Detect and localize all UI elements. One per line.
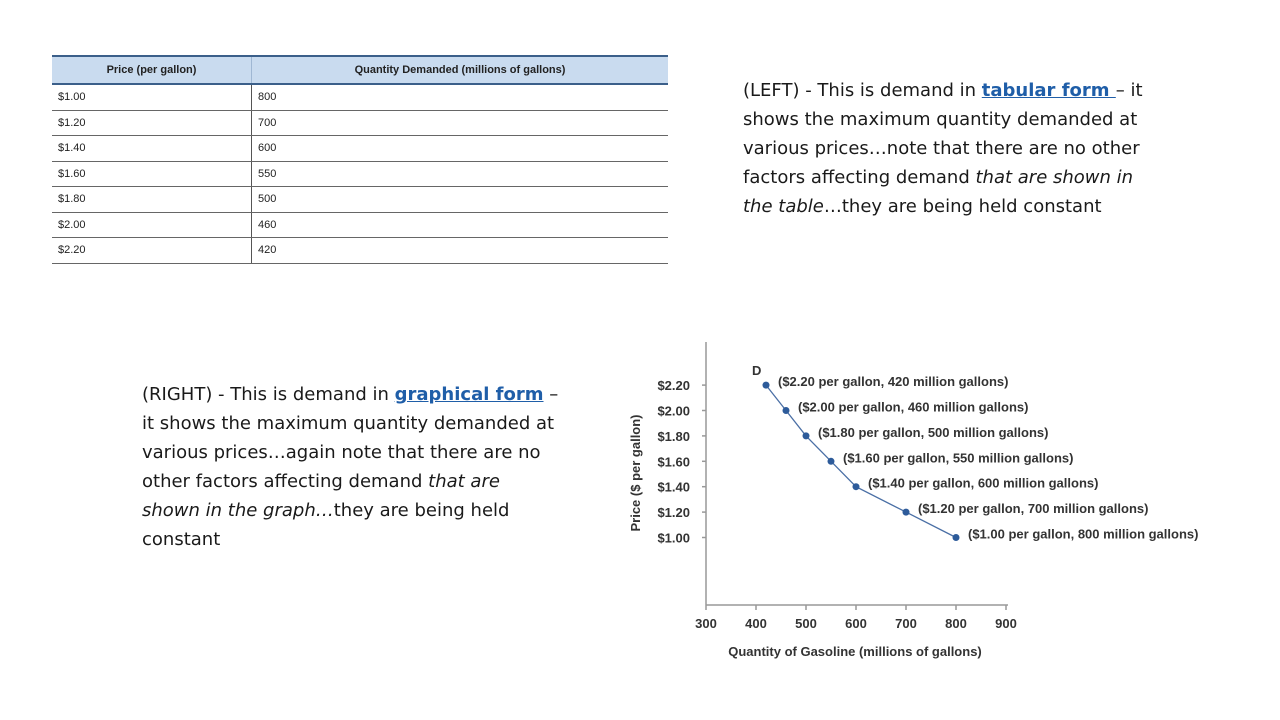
x-tick-label: 300 bbox=[695, 616, 717, 631]
tabular-form-link[interactable]: tabular form bbox=[981, 80, 1116, 101]
right-italic: that are shown in the graph… bbox=[142, 471, 500, 521]
y-tick-label: $1.40 bbox=[657, 479, 690, 495]
price-cell: $1.60 bbox=[52, 161, 252, 187]
price-cell: $1.00 bbox=[52, 84, 252, 110]
price-cell: $1.20 bbox=[52, 110, 252, 136]
data-point-label: ($1.20 per gallon, 700 million gallons) bbox=[918, 501, 1149, 517]
demand-chart bbox=[600, 330, 1240, 670]
data-point-label: ($2.00 per gallon, 460 million gallons) bbox=[798, 399, 1029, 415]
y-tick-label: $1.20 bbox=[657, 505, 690, 521]
y-tick-label: $1.00 bbox=[657, 530, 690, 546]
right-tail: they are being held constant bbox=[142, 500, 510, 550]
y-tick-label: $1.60 bbox=[657, 454, 690, 470]
quantity-cell: 460 bbox=[252, 212, 669, 238]
right-description bbox=[142, 380, 562, 554]
x-tick-label: 500 bbox=[795, 616, 817, 631]
quantity-cell: 550 bbox=[252, 161, 669, 187]
data-point bbox=[763, 382, 770, 389]
data-point bbox=[803, 432, 810, 439]
left-body: – it shows the maximum quantity demanded at various prices…note that there are no other factors affecting demand bbox=[743, 80, 1143, 188]
price-cell: $1.40 bbox=[52, 136, 252, 162]
header-quantity: Quantity Demanded (millions of gallons) bbox=[252, 56, 669, 84]
data-point-label: ($2.20 per gallon, 420 million gallons) bbox=[778, 374, 1009, 390]
series-label: D bbox=[752, 363, 762, 379]
table-row bbox=[52, 161, 668, 187]
demand-table bbox=[52, 55, 668, 264]
price-cell: $2.00 bbox=[52, 212, 252, 238]
left-description bbox=[743, 76, 1163, 221]
y-tick-label: $1.80 bbox=[657, 428, 690, 444]
table-header-row bbox=[52, 56, 668, 84]
data-point-label: ($1.40 per gallon, 600 million gallons) bbox=[868, 475, 1099, 491]
graphical-form-link[interactable]: graphical form bbox=[394, 384, 544, 405]
y-tick-label: $2.20 bbox=[657, 378, 690, 394]
table-row bbox=[52, 238, 668, 264]
table-row bbox=[52, 136, 668, 162]
table-row bbox=[52, 110, 668, 136]
right-intro: (RIGHT) - This is demand in bbox=[142, 384, 395, 405]
data-point-label: ($1.00 per gallon, 800 million gallons) bbox=[968, 526, 1199, 542]
data-point-label: ($1.60 per gallon, 550 million gallons) bbox=[843, 450, 1074, 466]
left-italic: that are shown in the table bbox=[743, 167, 1134, 217]
table-row bbox=[52, 84, 668, 110]
table-row bbox=[52, 212, 668, 238]
price-cell: $1.80 bbox=[52, 187, 252, 213]
header-price: Price (per gallon) bbox=[52, 56, 252, 84]
table-row bbox=[52, 187, 668, 213]
data-point bbox=[828, 458, 835, 465]
quantity-cell: 500 bbox=[252, 187, 669, 213]
price-cell: $2.20 bbox=[52, 238, 252, 264]
quantity-cell: 420 bbox=[252, 238, 669, 264]
y-axis-title: Price ($ per gallon) bbox=[628, 414, 643, 532]
data-point bbox=[853, 483, 860, 490]
left-tail: …they are being held constant bbox=[823, 196, 1102, 217]
quantity-cell: 600 bbox=[252, 136, 669, 162]
x-tick-label: 400 bbox=[745, 616, 767, 631]
x-axis-title: Quantity of Gasoline (millions of gallons) bbox=[728, 644, 982, 659]
quantity-cell: 700 bbox=[252, 110, 669, 136]
x-tick-label: 900 bbox=[995, 616, 1017, 631]
data-point bbox=[783, 407, 790, 414]
data-point bbox=[903, 509, 910, 516]
data-point bbox=[953, 534, 960, 541]
y-tick-label: $2.00 bbox=[657, 403, 690, 419]
quantity-cell: 800 bbox=[252, 84, 669, 110]
data-point-label: ($1.80 per gallon, 500 million gallons) bbox=[818, 424, 1049, 440]
right-body: – it shows the maximum quantity demanded at various prices…again note that there are no other factors affecting demand bbox=[142, 384, 559, 492]
left-intro: (LEFT) - This is demand in bbox=[743, 80, 982, 101]
x-tick-label: 600 bbox=[845, 616, 867, 631]
x-tick-label: 800 bbox=[945, 616, 967, 631]
x-tick-label: 700 bbox=[895, 616, 917, 631]
